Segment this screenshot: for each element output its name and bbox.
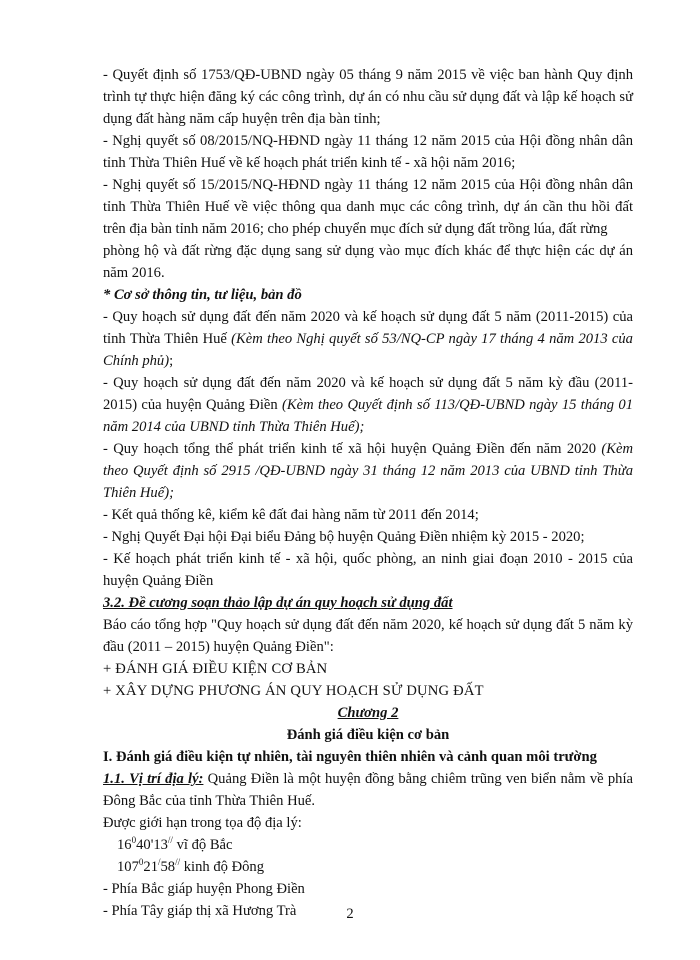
chapter-title: Đánh giá điều kiện cơ bản — [286, 727, 450, 743]
paragraph-party-resolution: - Nghị Quyết Đại hội Đại biểu Đảng bộ huyện Quảng Điền nhiệm kỳ 2015 - 2020; — [103, 529, 585, 545]
paragraph-resolution-15: - Nghị quyết số 15/2015/NQ-HĐND ngày 11 tháng 12 năm 2015 của Hội đồng nhân dân tỉnh Thừa Thiên Huế về việc thông qua danh mục các công trình, dự án cần thu hồi đất trên địa bàn tỉnh năm 2016; cho phép chuyển mục đích sử dụng đất trồng lúa, đất rừng — [103, 177, 633, 237]
paragraph-west-border: - Phía Tây giáp thị xã Hương Trà — [103, 903, 297, 919]
label: kinh độ Đông — [180, 859, 265, 875]
page-content — [103, 64, 633, 922]
paragraph-province-plan — [103, 306, 633, 372]
coordinate-longitude — [103, 856, 633, 878]
text: - Quy hoạch sử dụng đất đến năm 2020 và kế hoạch sử dụng đất 5 năm (2011-2015) của tỉnh Thừa Thiên Huế — [103, 309, 633, 347]
sec-sup: // — [167, 835, 173, 846]
deg: 107 — [117, 859, 139, 875]
rest2: 58 — [160, 859, 176, 875]
text: - Quy hoạch tổng thể phát triển kinh tế xã hội huyện Quảng Điền đến năm 2020 — [103, 441, 602, 457]
text-italic: (Kèm theo Nghị quyết số 53/NQ-CP ngày 17 tháng 4 năm 2013 của Chính phủ) — [103, 331, 633, 369]
min-sup: / — [157, 857, 161, 868]
paragraph-coordinates-intro: Được giới hạn trong tọa độ địa lý: — [103, 815, 302, 831]
chapter-number: Chương 2 — [337, 705, 399, 721]
paragraph-report: Báo cáo tổng hợp "Quy hoạch sử dụng đất đến năm 2020, kế hoạch sử dụng đất 5 năm kỳ đầu (2011 – 2015) huyện Quảng Điền": — [103, 617, 633, 655]
label: vĩ độ Bắc — [172, 837, 233, 853]
coordinate-latitude — [103, 834, 633, 856]
paragraph-resolution-08: - Nghị quyết số 08/2015/NQ-HĐND ngày 11 tháng 12 năm 2015 của Hội đồng nhân dân tỉnh Thừa Thiên Huế về kế hoạch phát triển kinh tế - xã hội năm 2016; — [103, 133, 633, 171]
paragraph-location — [103, 768, 633, 812]
chapter-label — [103, 702, 633, 724]
text-italic: (Kèm theo Quyết định số 113/QĐ-UBND ngày 15 tháng 01 năm 2014 của UBND tỉnh Thừa Thiên Huế); — [103, 397, 633, 435]
sec-sup: // — [175, 857, 181, 868]
paragraph-district-plan — [103, 372, 633, 438]
paragraph-resolution-15-cont: phòng hộ và đất rừng đặc dụng sang sử dụng vào mục đích khác để thực hiện các dự án năm 2016. — [103, 243, 633, 281]
location-text: Quảng Điền là một huyện đồng bằng chiêm trũng ven biển nằm về phía Đông Bắc của tỉnh Thừa Thiên Huế. — [103, 771, 633, 809]
location-label: 1.1. Vị trí địa lý: — [103, 771, 204, 787]
outline-item-2: + XÂY DỰNG PHƯƠNG ÁN QUY HOẠCH SỬ DỤNG ĐẤT — [103, 683, 484, 699]
rest: 40'13 — [136, 837, 168, 853]
text: ; — [169, 353, 174, 369]
outline-item-1: + ĐÁNH GIÁ ĐIỀU KIỆN CƠ BẢN — [103, 661, 328, 677]
paragraph-north-border: - Phía Bắc giáp huyện Phong Điền — [103, 881, 305, 897]
page-number: 2 — [346, 906, 354, 922]
text: - Quy hoạch sử dụng đất đến năm 2020 và kế hoạch sử dụng đất 5 năm kỳ đầu (2011-2015) của huyện Quảng Điền — [103, 375, 633, 413]
paragraph-socioeconomic-plan: - Kế hoạch phát triển kinh tế - xã hội, quốc phòng, an ninh giai đoạn 2010 - 2015 của huyện Quảng Điền — [103, 551, 633, 589]
subsection-heading-text: 3.2. Đề cương soạn thảo lập dự án quy hoạch sử dụng đất — [103, 595, 453, 611]
deg-sup: 0 — [131, 835, 137, 846]
deg-sup: 0 — [138, 857, 144, 868]
deg: 16 — [117, 837, 132, 853]
section-heading-sources: * Cơ sở thông tin, tư liệu, bản đồ — [103, 287, 302, 303]
subsection-heading-outline — [103, 592, 633, 614]
paragraph-statistics: - Kết quả thống kê, kiểm kê đất đai hàng năm từ 2011 đến 2014; — [103, 507, 479, 523]
paragraph-decision-1753: - Quyết định số 1753/QĐ-UBND ngày 05 tháng 9 năm 2015 về việc ban hành Quy định trình tự thực hiện đăng ký các công trình, dự án có nhu cầu sử dụng đất và lập kế hoạch sử dụng đất hàng năm cấp huyện trên địa bàn tỉnh; — [103, 67, 633, 127]
paragraph-master-plan — [103, 438, 633, 504]
rest: 21 — [143, 859, 158, 875]
text-italic: (Kèm theo Quyết định số 2915 /QĐ-UBND ngày 31 tháng 12 năm 2013 của UBND tỉnh Thừa Thiên Huế); — [103, 441, 633, 501]
part-heading: I. Đánh giá điều kiện tự nhiên, tài nguyên thiên nhiên và cảnh quan môi trường — [103, 749, 597, 765]
